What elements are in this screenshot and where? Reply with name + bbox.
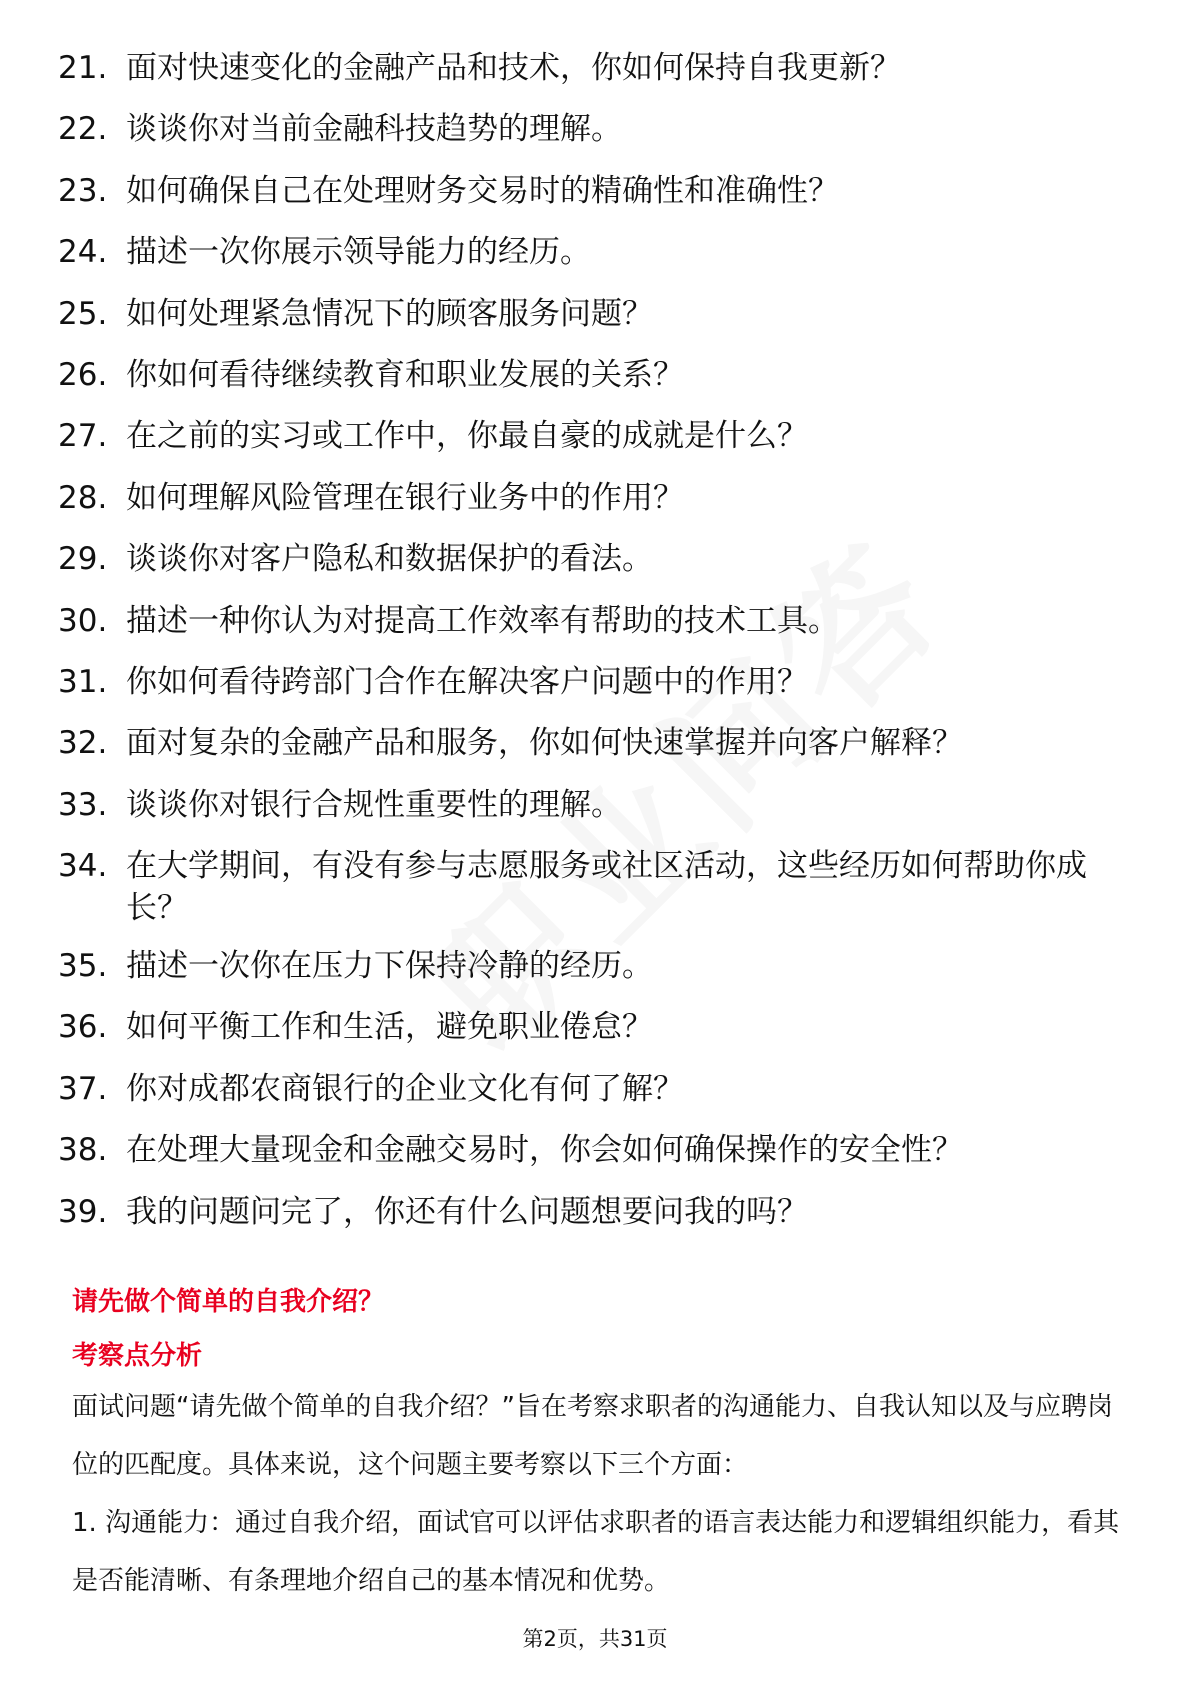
question-text: 谈谈你对银行合规性重要性的理解。 [126,786,622,823]
question-text: 谈谈你对当前金融科技趋势的理解。 [126,111,622,148]
question-text: 谈谈你对客户隐私和数据保护的看法。 [126,541,653,578]
question-text: 如何确保自己在处理财务交易时的精确性和准确性？ [126,172,839,209]
question-text: 在大学期间，有没有参与志愿服务或社区活动，这些经历如何帮助你成长？ [126,848,1087,927]
page-number: 第2页，共31页 [522,1627,668,1651]
question-text: 你对成都农商银行的企业文化有何了解？ [126,1070,684,1107]
analysis-heading: 考察点分析 [72,1341,203,1371]
question-item [58,170,1118,212]
question-text: 你如何看待跨部门合作在解决客户问题中的作用？ [126,663,808,700]
question-item [58,1191,1118,1233]
question-number: 33. [58,786,108,823]
question-number: 23. [58,172,108,209]
question-item [58,1129,1118,1171]
question-text: 在之前的实习或工作中，你最自豪的成就是什么？ [126,418,808,455]
question-item [58,231,1118,273]
question-item [58,661,1118,703]
question-number: 34. [58,848,108,885]
question-item [58,354,1118,396]
question-text: 你如何看待继续教育和职业发展的关系？ [126,356,684,393]
question-text: 我的问题问完了，你还有什么问题想要问我的吗？ [126,1193,808,1230]
question-item [58,722,1118,764]
question-text: 如何平衡工作和生活，避免职业倦怠？ [126,1009,653,1046]
question-number: 27. [58,418,108,455]
question-number: 36. [58,1009,108,1046]
question-text: 描述一种你认为对提高工作效率有帮助的技术工具。 [126,602,839,639]
question-text: 面对复杂的金融产品和服务，你如何快速掌握并向客户解释？ [126,725,963,762]
question-text: 如何处理紧急情况下的顾客服务问题？ [126,295,653,332]
question-text: 在处理大量现金和金融交易时，你会如何确保操作的安全性？ [126,1132,963,1169]
question-number: 38. [58,1132,108,1169]
question-text: 描述一次你展示领导能力的经历。 [126,234,591,271]
question-item [58,784,1118,826]
analysis-point: 1. 沟通能力：通过自我介绍，面试官可以评估求职者的语言表达能力和逻辑组织能力，看其是否能清晰、有条理地介绍自己的基本情况和优势。 [72,1508,1120,1596]
question-item [58,108,1118,150]
question-item [58,415,1118,457]
question-number: 29. [58,541,108,578]
question-number: 24. [58,234,108,271]
question-item [58,1068,1118,1110]
question-item [58,47,1118,89]
question-text: 描述一次你在压力下保持冷静的经历。 [126,948,653,985]
question-text: 如何理解风险管理在银行业务中的作用？ [126,479,684,516]
question-item [58,1006,1118,1048]
question-number: 35. [58,948,108,985]
question-number: 39. [58,1193,108,1230]
question-text: 面对快速变化的金融产品和技术，你如何保持自我更新？ [126,50,901,86]
question-number: 28. [58,479,108,516]
question-item [58,945,1118,987]
question-number: 32. [58,725,108,762]
question-number: 31. [58,663,108,700]
question-number: 25. [58,295,108,332]
section-question-title: 请先做个简单的自我介绍？ [72,1287,385,1317]
question-number: 22. [58,111,108,148]
question-item [58,845,1118,929]
analysis-paragraph: 面试问题“请先做个简单的自我介绍？”旨在考察求职者的沟通能力、自我认知以及与应聘岗位的匹配度。具体来说，这个问题主要考察以下三个方面： [72,1392,1113,1480]
question-item [58,538,1118,580]
question-number: 21. [58,50,108,86]
question-number: 37. [58,1070,108,1107]
question-number: 26. [58,356,108,393]
question-item [58,293,1118,335]
question-number: 30. [58,602,108,639]
question-item [58,600,1118,642]
question-list [58,47,1118,1252]
question-item [58,477,1118,519]
